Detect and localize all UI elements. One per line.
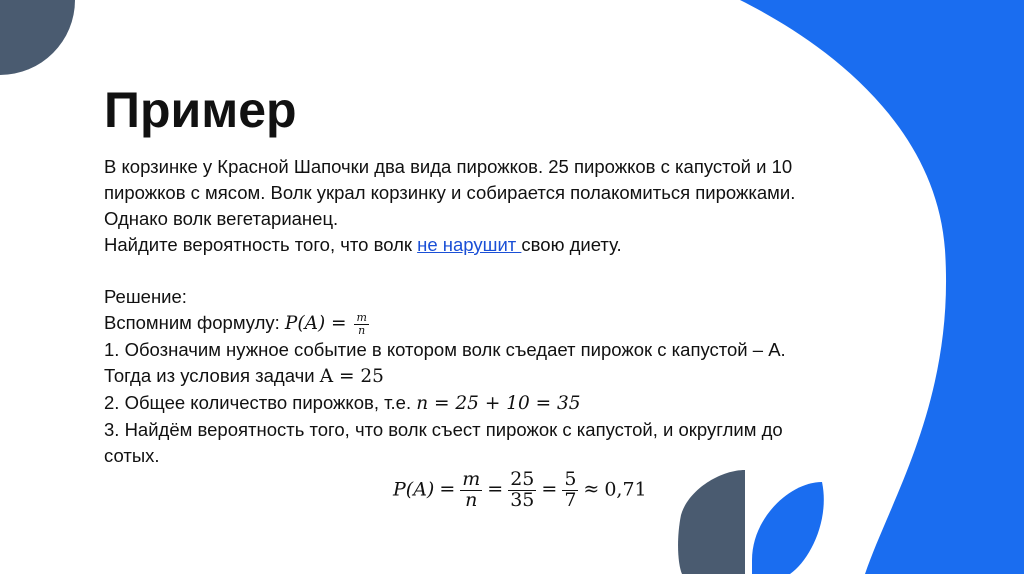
step2-math: n = 25 + 10 = 35	[416, 393, 581, 414]
recall-label: Вспомним формулу:	[104, 312, 285, 333]
slide-title: Пример	[104, 82, 297, 138]
slide-body	[104, 154, 924, 469]
question-link[interactable]: не нарушит	[417, 234, 522, 255]
step1-line: 1. Обозначим нужное событие в котором волк съедает пирожок с капустой – А.	[104, 339, 786, 360]
question-text-after: свою диету.	[521, 234, 622, 255]
fraction-denominator: 7	[564, 488, 577, 511]
problem-line: Однако волк вегетарианец.	[104, 208, 339, 229]
formula-lhs: P(A) =	[284, 313, 353, 334]
formula-fraction	[354, 312, 368, 336]
fraction-numerator: m	[356, 311, 367, 325]
fraction-denominator: n	[358, 323, 366, 337]
equals-sign: =	[487, 478, 504, 501]
recall-formula-line	[104, 310, 924, 337]
step1-line	[104, 363, 924, 390]
fraction-denominator: n	[465, 488, 478, 511]
step2-text: 2. Общее количество пирожков, т.е.	[104, 392, 417, 413]
fraction-5-7	[562, 470, 578, 511]
fraction-denominator: 35	[510, 488, 535, 511]
final-formula	[393, 470, 647, 511]
fraction-numerator: 25	[510, 468, 535, 490]
solution-heading: Решение:	[104, 286, 187, 307]
equals-sign: =	[439, 478, 456, 501]
step3-line: 3. Найдём вероятность того, что волк съест пирожок с капустой, и округлим до	[104, 419, 783, 440]
fraction-25-35	[508, 470, 536, 511]
step2-line	[104, 390, 924, 417]
step1-text: Тогда из условия задачи	[104, 365, 320, 386]
fraction-numerator: 5	[564, 468, 577, 490]
final-result: 0,71	[604, 478, 647, 501]
fraction-m-n	[460, 470, 482, 511]
step3-line: сотых.	[104, 445, 160, 466]
step1-math: A = 25	[319, 366, 384, 387]
equals-sign: =	[541, 478, 558, 501]
problem-line: В корзинке у Красной Шапочки два вида пирожков. 25 пирожков с капустой и 10	[104, 156, 793, 177]
approx-sign: ≈	[583, 478, 600, 501]
fraction-numerator: m	[462, 468, 481, 490]
problem-line: пирожков с мясом. Волк украл корзинку и собирается полакомиться пирожками.	[104, 182, 796, 203]
problem-question	[104, 232, 924, 258]
question-text-before: Найдите вероятность того, что волк	[104, 234, 418, 255]
final-lhs: P(A)	[393, 478, 435, 501]
